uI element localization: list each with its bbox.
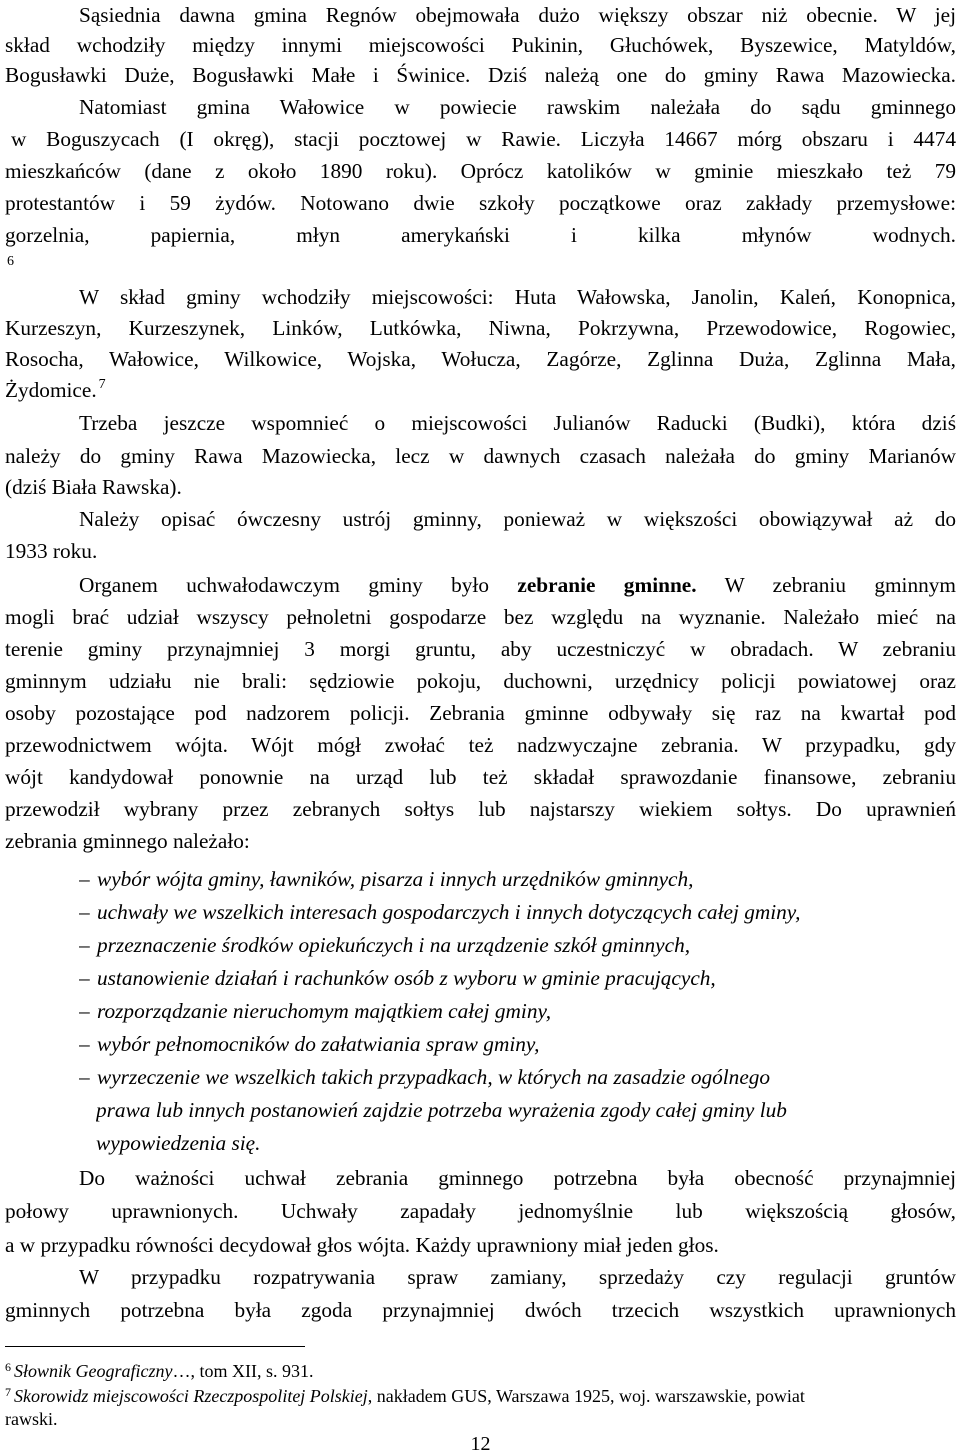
text-line: połowy uprawnionych. Uchwały zapadały jednomyślnie lub większością głosów,: [5, 1199, 956, 1223]
document-page: [5, 0, 956, 1456]
text-line: Należy opisać ówczesny ustrój gminny, ponieważ w większości obowiązywał aż do: [79, 507, 956, 531]
list-item: – wyrzeczenie we wszelkich takich przypadkach, w których na zasadzie ogólnego: [79, 1065, 771, 1089]
list-item: – ustanowienie działań i rachunków osób z wyboru w gminie pracujących,: [79, 966, 716, 990]
footnote: $^7$ Skorowidz miejscowości Rzeczpospolitej Polskiej, nakładem GUS, Warszawa 1925, woj. warszawskie, powiat: [5, 1385, 805, 1406]
text-line: a w przypadku równości decydował głos wójta. Każdy uprawniony miał jeden głos.: [5, 1233, 719, 1257]
text-line: W skład gminy wchodziły miejscowości: Huta Wałowska, Janolin, Kaleń, Konopnica,: [79, 285, 956, 309]
text-line: przewodził wybrany przez zebranych sołtys lub najstarszy wiekiem sołtys. Do uprawnień: [5, 797, 956, 821]
text-line: Trzeba jeszcze wspomnieć o miejscowości Julianów Raducki (Budki), która dziś: [79, 411, 956, 435]
list-item: – wybór pełnomocników do załatwiania spraw gminy,: [79, 1032, 540, 1056]
text-line: protestantów i 59 żydów. Notowano dwie szkoły początkowe oraz zakłady przemysłowe:: [5, 191, 956, 215]
text-line: gminnym udziału nie brali: sędziowie pokoju, duchowni, urzędnicy policji powiatowej oraz: [5, 669, 956, 693]
text-line: w Boguszycach (I okręg), stacji pocztowej w Rawie. Liczyła 14667 mórg obszaru i 4474: [11, 127, 956, 151]
list-item: – wybór wójta gminy, ławników, pisarza i innych urzędników gminnych,: [79, 867, 694, 891]
footnote: $^6$ Słownik Geograficzny…, tom XII, s. 931.: [5, 1360, 314, 1381]
text-line: osoby pozostające pod nadzorem policji. Zebrania gminne odbywały się raz na kwartał pod: [5, 701, 956, 725]
footnote-ref: 6: [7, 254, 14, 269]
text-line: 1933 roku.: [5, 539, 98, 563]
text-line: gminnych potrzebna była zgoda przynajmniej dwóch trzecich wszystkich uprawnionych: [5, 1298, 956, 1322]
text-line: należy do gminy Rawa Mazowiecka, lecz w dawnych czasach należała do gminy Marianów: [5, 444, 956, 468]
text-line: (dziś Biała Rawska).: [5, 475, 182, 499]
text-line: Natomiast gmina Wałowice w powiecie rawskim należała do sądu gminnego: [79, 95, 956, 119]
text-line: zebrania gminnego należało:: [5, 829, 250, 853]
text-line: mogli brać udział wszyscy pełnoletni gospodarze bez względu na wyznanie. Należało mieć na: [5, 605, 956, 629]
text-line: Bogusławki Duże, Bogusławki Małe i Świnice. Dziś należą one do gminy Rawa Mazowiecka.: [5, 63, 956, 87]
text-line: skład wchodziły między innymi miejscowości Pukinin, Głuchówek, Byszewice, Matyldów,: [5, 33, 956, 57]
footnote-separator: [5, 1346, 305, 1347]
text-line: Do ważności uchwał zebrania gminnego potrzebna była obecność przynajmniej: [79, 1166, 956, 1190]
page-number: 12: [470, 1433, 491, 1455]
text-line: terenie gminy przynajmniej 3 morgi gruntu, aby uczestniczyć w obradach. W zebraniu: [5, 637, 956, 661]
list-item-continuation: wypowiedzenia się.: [96, 1131, 261, 1155]
text-line: Żydomice. $^7$: [5, 377, 106, 402]
list-item: – przeznaczenie środków opiekuńczych i na urządzenie szkół gminnych,: [79, 933, 691, 957]
text-line: Sąsiednia dawna gmina Regnów obejmowała dużo większy obszar niż obecnie. W jej: [79, 3, 956, 27]
text-line: przewodnictwem wójta. Wójt mógł zwołać też nadzwyczajne zebrania. W przypadku, gdy: [5, 733, 956, 757]
text-line: gorzelnia, papiernia, młyn amerykański i kilka młynów wodnych.: [5, 223, 956, 247]
bold-term: zebranie gminne.: [517, 573, 697, 597]
text-line: wójt kandydował ponownie na urząd lub też składał sprawozdanie finansowe, zebraniu: [5, 765, 956, 789]
text-line: [5, 252, 956, 282]
list-item-continuation: prawa lub innych postanowień zajdzie potrzeba wyrażenia zgody całej gminy lub: [96, 1098, 787, 1122]
footnote-ref: 7: [98, 377, 106, 392]
text-line: Kurzeszyn, Kurzeszynek, Linków, Lutkówka, Niwna, Pokrzywna, Przewodowice, Rogowiec,: [5, 316, 956, 340]
text-line: Rosocha, Wałowice, Wilkowice, Wojska, Wołucza, Zagórze, Zglinna Duża, Zglinna Mała,: [5, 347, 956, 371]
text-line: mieszkańców (dane z około 1890 roku). Oprócz katolików w gminie mieszkało też 79: [5, 159, 956, 183]
list-item: – rozporządzanie nieruchomym majątkiem całej gminy,: [79, 999, 552, 1023]
text-line: W przypadku rozpatrywania spraw zamiany, sprzedaży czy regulacji gruntów: [79, 1265, 956, 1289]
footnote-continuation: rawski.: [5, 1409, 58, 1429]
text-line: Organem uchwałodawczym gminy było zebranie gminne. W zebraniu gminnym: [79, 573, 956, 597]
list-item: – uchwały we wszelkich interesach gospodarczych i innych dotyczących całej gminy,: [79, 900, 801, 924]
